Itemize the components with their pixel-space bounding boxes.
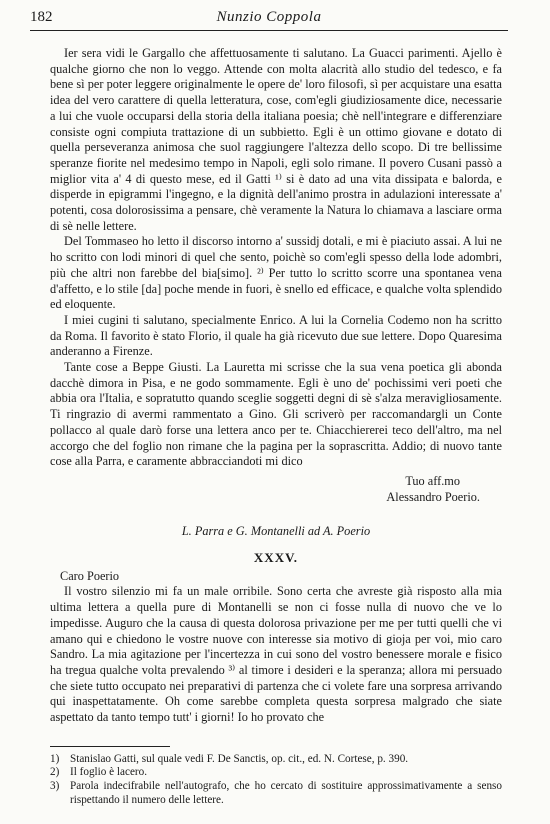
letter-number: XXXV. <box>253 550 299 566</box>
footnote-text: Il foglio è lacero. <box>70 766 148 779</box>
footnote-mark: 1) <box>50 752 60 765</box>
letter-poerio <box>50 46 502 505</box>
paragraph: Tante cose a Beppe Giusti. La Lauretta mi scrisse che la sua vena poetica gli abonda dacchè dimora in Pisa, e ne godo sommamente. Egli è uno de' pochissimi veri poeti che abbia ora l'Italia, e sopratutto quando sceglie soggetti degni di sè s'alza meravigliosamente. Ti ringrazio di avermi rammentato a Gino. Gli scriverò per raccomandargli un Conte pollacco al quale darò forse una lettera anco per te. Chiacchiererei teco dell'altro, ma nel accorgo che del foglio non rimane che la pagina per la soprascritta. Addio; di nuovo tante cose alla Parra, e caramente abbracciandoti mi dico <box>50 360 502 469</box>
footnotes <box>50 753 502 807</box>
page-header <box>30 8 508 31</box>
footnote-mark: 3) <box>50 779 60 792</box>
running-head: Nunzio Coppola <box>216 9 322 25</box>
footnote <box>50 766 502 780</box>
footnote-text: Parola indecifrabile nell'autografo, che ho cercato di sostituire approssimativamente a senso rispettando il numero delle lettere. <box>70 779 502 806</box>
closing: Tuo aff.mo <box>405 473 460 488</box>
letter-title: L. Parra e G. Montanelli ad A. Poerio <box>181 524 371 539</box>
page-number: 182 <box>30 9 53 25</box>
salutation: Caro Poerio <box>60 569 120 584</box>
paragraph: Del Tommaseo ho letto il discorso intorno a' sussidj dotali, e mi è piaciuto assai. A lui ne ho scritto con lodi minori di quel che sento, poichè so com'egli spesso della lode adombri, più che altri non farebbe del bia[simo]. ²⁾ Per tutto lo scritto scorre una spontanea vena d'affetto, e lo stile [da] poche mende in fuori, è snello ed efficace, e qualche volta splendido ed eloquente. <box>50 234 502 312</box>
paragraph: Il vostro silenzio mi fa un male orribile. Sono certa che avreste già risposto alla mia ultima lettera a quella pure di Montanelli se non ci fosse nulla di nuovo che ve lo impedisse. Auguro che la causa di questa dolorosa privazione per me per tutti quelli che vi amano qui e chiedono le vostre nuove con interesse sia motivo di gioja per voi, mio caro Sandro. La mia agitazione per l'incertezza in cui sono del vostro benessere morale e fisico ha tregua qualche volta prevalendo ³⁾ al timore i desideri e la speranza; allora mi persuado che siete tutto occupato nei preparativi di partenza che ci volete fare una sorpresa arrivando qui inaspettatamente. Oh come sarebbe completa questa sorpresa malgrado che siate aspettato da tanto tempo tutt' i giorni! Io ho provato che <box>50 584 502 725</box>
footnote-text: Stanislao Gatti, sul quale vedi F. De Sanctis, op. cit., ed. N. Cortese, p. 390. <box>70 752 409 765</box>
signature: Alessandro Poerio. <box>386 489 480 504</box>
page-body <box>50 46 502 807</box>
footnote <box>50 780 502 807</box>
footnote <box>50 753 502 767</box>
footnote-rule <box>50 746 170 747</box>
paragraph: Ier sera vidi le Gargallo che affettuosamente ti salutano. La Guacci parimenti. Ajello è qualche giorno che non lo veggo. Attende con molta alacrità allo studio del tedesco, e fa bene sì per poter leggere originalmente le opere de' loro filosofi, sì per acquistare una esatta idea del vero carattere di quella letteratura, cose, com'egli giudiziosamente dice, necessarie a lui che vuole occuparsi della storia della italiana poesia; chè nell'integrare e differenziare consiste ogni compiuta trattazione di un subbietto. Egli è un ottimo giovane e dotato di quella perseveranza animosa che suol raggiungere l'altezza dello scopo. Di tre bellissime speranze fiorite nel medesimo tempo in Napoli, egli solo rimane. Il povero Cusani passò a miglior vita a' 4 di questo mese, ed il Gatti ¹⁾ si è dato ad una vita dissipata e balorda, e disperde in epigrammi l'ingegno, e la dignità dell'animo prostra in adulazioni interessate a' potenti, cosa dolorosissima a pensare, chè veramente la Natura lo chiamava a lasciare orma di sè nelle lettere. <box>50 46 502 233</box>
footnote-mark: 2) <box>50 766 60 779</box>
paragraph: I miei cugini ti salutano, specialmente Enrico. A lui la Cornelia Codemo non ha scritto da Roma. Il favorito è stato Florio, il quale ha già ricevuto due sue lettere. Dopo Quaresima anderanno a Firenze. <box>50 312 502 359</box>
